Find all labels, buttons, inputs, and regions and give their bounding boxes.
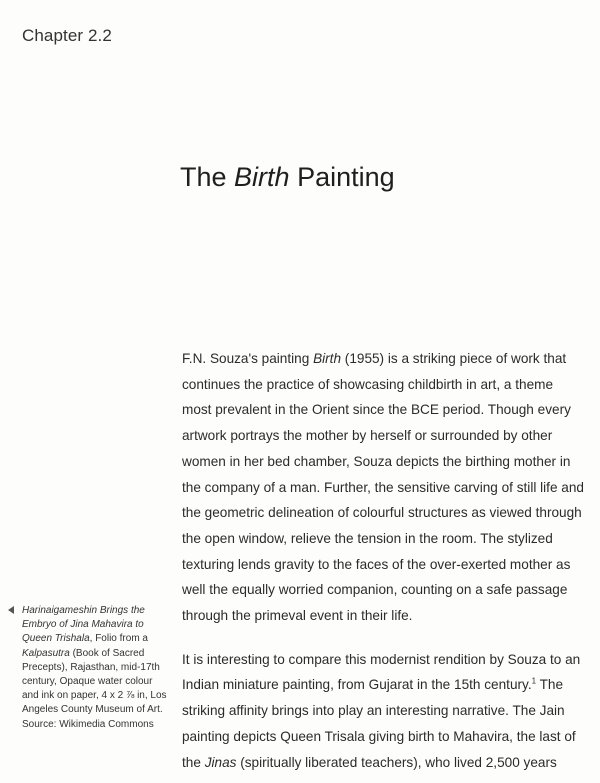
caption-details-2: (Book of Sacred Precepts), Rajasthan, mid-17th century, Opaque water colour and ink on paper, 4 x 2 ⅞ in, Los Angeles County Museum of Art. xyxy=(22,647,167,716)
p2-text-end: (spiritually liberated teachers), who lived 2,500 years xyxy=(236,754,557,770)
chapter-number: Chapter 2.2 xyxy=(22,26,112,45)
p2-text-start: It is interesting to compare this modernist rendition by Souza to an Indian miniature painting, from Gujarat in the 15th century. xyxy=(182,651,581,693)
p1-text-rest: (1955) is a striking piece of work that continues the practice of showcasing childbirth in art, a theme most prevalent in the Orient since the BCE period. Though every artwork portrays the mother by herself or surrounded by other women in her bed chamber, Souza depicts the birthing mother in the company of a man. Further, the sensitive carving of still life and the geometric delineation of colourful structures as viewed through the open window, relieve the tension in the room. The stylized texturing lends gravity to the faces of the over-exerted mother as well the equally worried companion, counting on a safe passage through the primeval event in their life. xyxy=(182,351,584,624)
body-text xyxy=(182,346,584,775)
p2-italic-term: Jinas xyxy=(204,754,237,770)
p2-text-middle: The striking affinity brings into play an interesting narrative. The Jain painting depicts Queen Trisala giving birth to Mahavira, the last of the xyxy=(182,677,576,770)
caption-artwork-title: Harinaigameshin Brings the Embryo of Jina Mahavira to Queen Trishala xyxy=(22,605,145,645)
p1-artwork-title: Birth xyxy=(313,351,342,366)
page-title xyxy=(180,162,395,193)
title-italic-word: Birth xyxy=(234,162,290,193)
left-pointer-icon xyxy=(8,606,14,614)
caption-details-1: , Folio from a xyxy=(89,633,148,645)
paragraph-2 xyxy=(182,647,584,776)
figure-caption xyxy=(8,604,168,732)
title-suffix: Painting xyxy=(289,162,395,193)
caption-source: Source: Wikimedia Commons xyxy=(22,718,154,730)
p1-text-start: F.N. Souza's painting xyxy=(182,351,314,366)
title-prefix: The xyxy=(180,162,235,193)
caption-text xyxy=(22,604,168,732)
paragraph-1 xyxy=(182,346,584,629)
caption-book-title: Kalpasutra xyxy=(22,647,70,659)
footnote-marker[interactable]: 1 xyxy=(531,676,537,686)
